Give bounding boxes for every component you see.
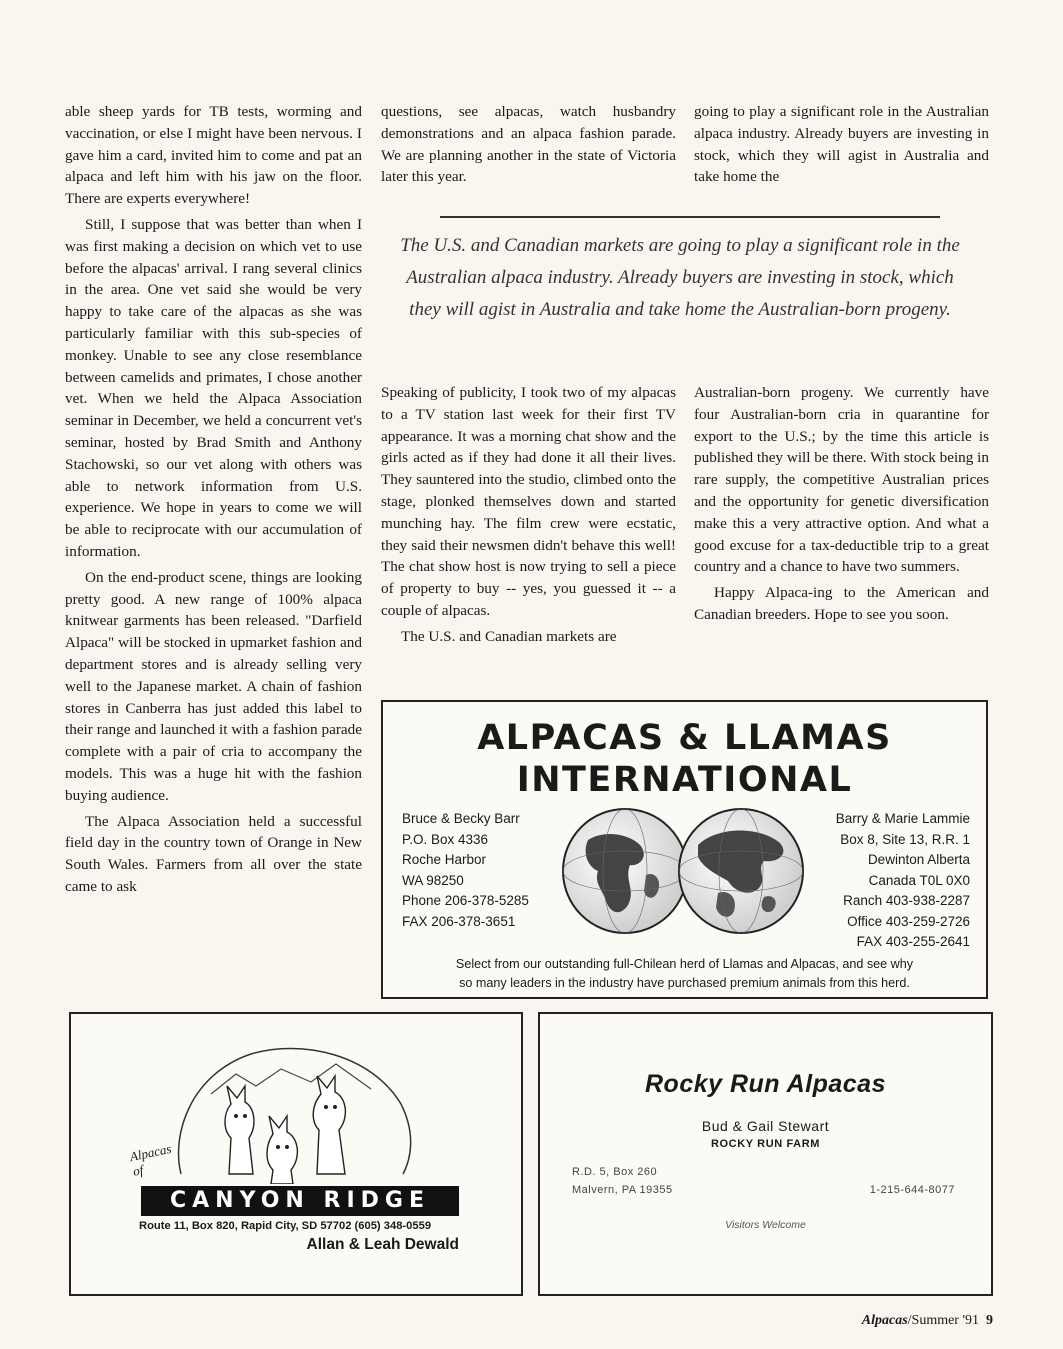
ad-alpacas-llamas-international: [381, 700, 988, 999]
article-column-2-bottom: [381, 382, 676, 648]
canyon-script-label: Alpacas of: [128, 1140, 173, 1179]
globes-illustration: [558, 805, 808, 937]
ad-canyon-ridge: [69, 1012, 523, 1296]
alpaca-head-center-icon: [267, 1116, 297, 1184]
ad-rocky-run-alpacas: [538, 1012, 993, 1296]
article-column-1: [65, 101, 362, 898]
canyon-owners: Allan & Leah Dewald: [306, 1236, 459, 1253]
col2-bottom-paragraph-2: The U.S. and Canadian markets are: [401, 627, 617, 645]
ad-title-line-2: INTERNATIONAL: [516, 760, 853, 800]
ad-tagline-line-1: Select from our outstanding full-Chilean herd of Llamas and Alpacas, and see why: [455, 957, 914, 971]
canyon-address: Route 11, Box 820, Rapid City, SD 57702 (605) 348-0559: [139, 1220, 432, 1232]
alpaca-head-left-icon: [225, 1086, 254, 1174]
ad-tagline: [383, 955, 986, 993]
ali-right-line: Box 8, Site 13, R.R. 1: [840, 831, 970, 847]
rocky-run-title: Rocky Run Alpacas: [645, 1070, 886, 1098]
rocky-run-farm: ROCKY RUN FARM: [710, 1138, 821, 1150]
globe-left-icon: [563, 809, 687, 933]
ali-left-line: P.O. Box 4336: [402, 831, 489, 847]
ali-left-line: FAX 206-378-3651: [402, 913, 516, 929]
ali-left-line: Phone 206-378-5285: [402, 893, 529, 908]
article-column-3-top: [694, 101, 989, 188]
footer-page-number: 9: [986, 1313, 993, 1328]
alpaca-head-right-icon: [313, 1076, 345, 1174]
col1-paragraph-1: able sheep yards for TB tests, worming and vaccination, or else I might have been nervous. I gave him a card, invited him to come and pat an alpaca and left him with his jaw on the floor. There are experts everywhere!: [65, 103, 362, 208]
ali-right-line: Barry & Marie Lammie: [835, 811, 970, 826]
ali-right-line: Ranch 403-938-2287: [843, 893, 970, 908]
col1-paragraph-4: The Alpaca Association held a successful field day in the country town of Orange in New South Wales. Farmers from all over the state came to ask: [65, 812, 362, 895]
article-column-3-bottom: [694, 382, 989, 626]
ad-left-contact: [402, 809, 572, 932]
col2-bottom-paragraph-1: Speaking of publicity, I took two of my alpacas to a TV station last week for their first TV appearance. It was a morning chat show and the girls acted as if they had done it all their lives. They sauntered into the studio, climbed onto the stage, plonked themselves down and started munching hay. The film crew were ecstatic, they said their newsmen didn't behave this well! The chat show host is now trying to sell a piece of property to buy -- yes, you guessed it -- a couple of alpacas.: [381, 384, 676, 619]
article-column-2-top: [381, 101, 676, 188]
col3-bottom-paragraph-1: Australian-born progeny. We currently have four Australian-born cria in quarantine for export to the U.S.; by the time this article is published they will be there. With stock being in rare supply, the competitive Australian prices and the opportunity for genetic diversification make this a very attractive option. And what a good excuse for a tax-deductible trip to a great country and a chance to have two summers.: [694, 384, 989, 576]
rocky-run-address-2: Malvern, PA 19355: [572, 1184, 673, 1196]
ad-title-line-1: ALPACAS & LLAMAS: [477, 718, 892, 758]
canyon-brand-text: CANYON RIDGE: [170, 1188, 430, 1213]
pull-quote: The U.S. and Canadian markets are going to play a significant role in the Australian alpaca industry. Already buyers are investing in stock, which they will agist in Australia and take home the Australian-born progeny.: [400, 235, 960, 320]
alpaca-heads-illustration: [141, 1034, 441, 1184]
ali-right-line: Office 403-259-2726: [847, 913, 970, 929]
ali-left-line: Roche Harbor: [402, 852, 487, 867]
col3-bottom-paragraph-2: Happy Alpaca-ing to the American and Canadian breeders. Hope to see you soon.: [694, 584, 989, 623]
footer-magazine: Alpacas: [861, 1313, 908, 1328]
col3-top-paragraph: going to play a significant role in the Australian alpaca industry. Already buyers are investing in stock, which they will agist in Australia and take home the: [694, 103, 989, 186]
rocky-run-phone: 1-215-644-8077: [869, 1184, 955, 1196]
ali-right-line: Canada T0L 0X0: [868, 872, 970, 888]
col2-top-paragraph: questions, see alpacas, watch husbandry demonstrations and an alpaca fashion parade. We are planning another in the state of Victoria later this year.: [381, 103, 676, 186]
ad-tagline-line-2: so many leaders in the industry have purchased premium animals from this herd.: [459, 976, 910, 990]
canyon-brand-banner: [141, 1186, 459, 1216]
rocky-run-visitors: Visitors Welcome: [725, 1219, 806, 1231]
ali-left-line: WA 98250: [402, 872, 464, 888]
rocky-run-owners: Bud & Gail Stewart: [701, 1118, 830, 1134]
footer-issue: /Summer '91: [907, 1313, 979, 1328]
ali-left-line: Bruce & Becky Barr: [402, 811, 520, 826]
page-footer: [862, 1313, 993, 1329]
col1-paragraph-2: Still, I suppose that was better than when I was first making a decision on which vet to use before the alpacas' arrival. I rang several clinics in the area. One vet said she would be very happy to take care of the alpacas as she was particularly familiar with this sub-species of monkey. Unable to see any close resemblance between camelids and primates, I chose another vet. When we held the Alpaca Association seminar in December, we held a concurrent vet's seminar, hosted by Brad Smith and Anthony Stachowski, so our vet along with others was able to network information from U.S. experience. We hope in years to come we will be able to reciprocate with our accumulation of information.: [65, 215, 362, 560]
ali-right-line: Dewinton Alberta: [867, 852, 970, 867]
ali-right-line: FAX 403-255-2641: [856, 934, 970, 949]
ad-right-contact: [780, 809, 970, 953]
col1-paragraph-3: On the end-product scene, things are looking pretty good. A new range of 100% alpaca knitwear garments has been released. "Darfield Alpaca" will be stocked in upmarket fashion and department stores and is already selling very well to the Japanese market. A chain of fashion stores in Canberra has just added this label to their range and launched it with a fashion parade complete with a pair of cria to accompany the models. This was a huge hit with the fashion buying audience.: [65, 568, 362, 804]
pull-quote-rule: [440, 216, 940, 218]
rocky-run-address-1: R.D. 5, Box 260: [572, 1166, 658, 1178]
